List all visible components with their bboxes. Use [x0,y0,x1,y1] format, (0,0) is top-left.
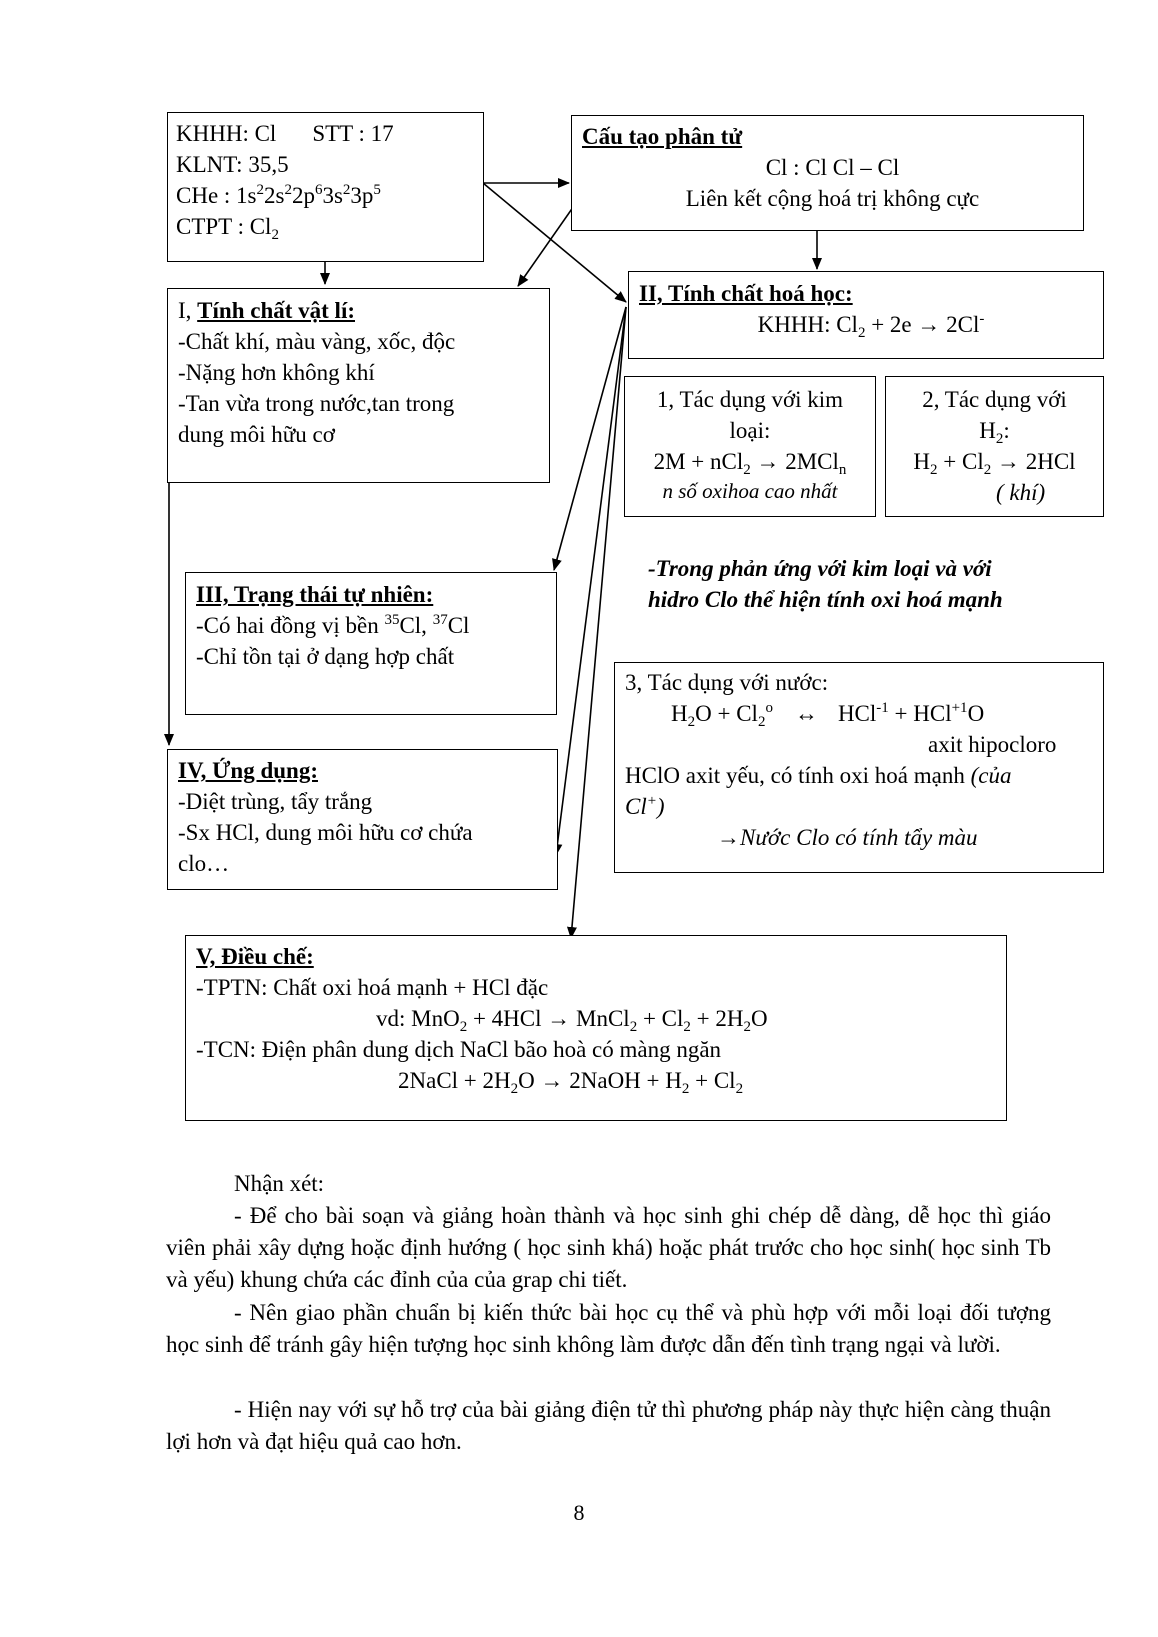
physical-title: Tính chất vật lí: [197,298,355,323]
page-number: 8 [573,1500,585,1525]
application-box: IV, Ứng dụng: -Diệt trùng, tẩy trắng -Sx HCl, dung môi hữu cơ chứa clo… [167,749,558,890]
chemical-title: II, Tính chất hoá học: [639,281,853,306]
hydrogen-reaction-box: 2, Tác dụng với $H_2$: $H_2 + Cl_2 \to 2HCl$ ( khí) [885,376,1104,517]
natural-state-box: III, Trạng thái tự nhiên: -Có hai đồng vị bền $^{35}$Cl, $^{37}$Cl -Chỉ tồn tại ở dạng hợp chất [185,572,557,715]
preparation-box: V, Điều chế: -TPTN: Chất oxi hoá mạnh + HCl đặc vd: MnO$_2$ + 4HCl → MnCl$_2$ + $Cl_2 + 2H_2O$ -TCN: Điện phân dung dịch NaCl bão hoà có màng ngăn 2NaCl + $2H_2O$ → 2NaOH + $H_2 + Cl_2$ [185,935,1007,1121]
preparation-title: V, Điều chế: [196,944,314,969]
application-title: IV, Ứng dụng: [178,758,318,783]
remarks-heading: Nhận xét: [234,1171,325,1196]
molecular-structure-box: Cấu tạo phân tử Cl : Cl Cl – Cl Liên kết cộng hoá trị không cực [571,115,1084,231]
water-reaction-box: 3, Tác dụng với nước: $H_2O + Cl_2^o$ ↔ HCl$^{-1}$ + HCl$^{+1}$O axit hipocloro HClO axit yếu, có tính oxi hoá mạnh (của Cl+) →Nước Clo có tính tẩy màu [614,662,1104,873]
element-info-box: KHHH: Cl STT : 17 KLNT: 35,5 CHe : $1s^22s^22p^63s^23p^5$ CTPT : $Cl_2$ [167,112,484,262]
chemical-properties-box: II, Tính chất hoá học: KHHH: $Cl_2 + 2e \to 2Cl^-$ [628,271,1104,359]
physical-properties-box: I, Tính chất vật lí: -Chất khí, màu vàng, xốc, độc -Nặng hơn không khí -Tan vừa trong nước,tan trong dung môi hữu cơ [167,288,550,483]
structure-title: Cấu tạo phân tử [582,124,743,149]
remarks-paragraph-2: - Nên giao phần chuẩn bị kiến thức bài học cụ thể và phù hợp với mỗi loại đối tượng học sinh để tránh gây hiện tượng học sinh không làm được dẫn đến tình trạng ngại và lười. [166,1300,1051,1357]
metal-reaction-box: 1, Tác dụng với kim loại: 2M + nCl$_2$ → 2MCl$_n$ n số oxihoa cao nhất [624,376,876,517]
remarks-paragraph-1: - Để cho bài soạn và giảng hoàn thành và học sinh ghi chép dễ dàng, dễ học thì giáo viên phải xây dựng hoặc định hướng ( học sinh khá) hoặc phát trước cho học sinh( học sinh Tb và yếu) khung chứa các đỉnh của của grap chi tiết. [166,1203,1051,1292]
natural-title: III, Trạng thái tự nhiên: [196,582,434,607]
oxidation-note: -Trong phản ứng với kim loại và với hidro Clo thể hiện tính oxi hoá mạnh [648,556,1003,612]
remarks-paragraph-3: - Hiện nay với sự hỗ trợ của bài giảng điện tử thì phương pháp này thực hiện càng thuận lợi hơn và đạt hiệu quả cao hơn. [166,1397,1051,1454]
